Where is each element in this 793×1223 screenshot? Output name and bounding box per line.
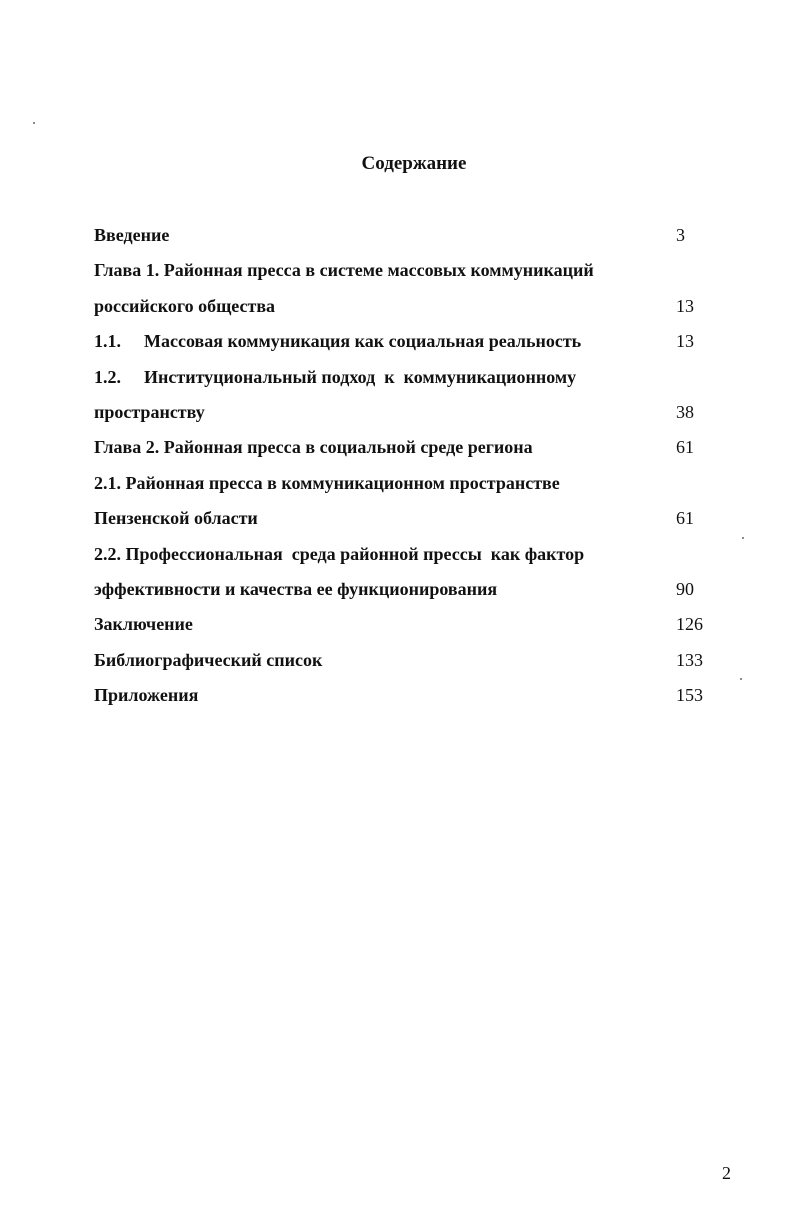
toc-entry-title: Массовая коммуникация как социальная реальность	[144, 331, 582, 352]
page-number: 2	[722, 1163, 731, 1183]
toc-entry-text: Пензенской области	[94, 508, 258, 529]
toc-entry-text: пространству	[94, 401, 205, 422]
toc-entry-text: эффективности и качества ее функционирования	[94, 578, 498, 599]
toc-entry-conclusion	[94, 611, 714, 646]
scan-speck	[742, 537, 744, 539]
toc-entry-section-1-1	[94, 328, 714, 363]
toc-entry-text: российского общества	[94, 295, 276, 316]
toc-entry-text	[94, 328, 581, 354]
toc-entry-page: 61	[676, 437, 694, 458]
toc-entry-text: Введение	[94, 225, 170, 245]
toc-entry-text: Библиографический список	[94, 649, 323, 670]
toc-entry-section-2-1-cont	[94, 505, 714, 540]
toc-entry-section-1-2	[94, 364, 714, 399]
toc-entry-chapter-2	[94, 434, 714, 469]
toc-entry-title: Институциональный подход к коммуникационному	[144, 366, 577, 387]
toc-entry-text: Глава 1. Районная пресса в системе массовых коммуникаций	[94, 260, 594, 281]
toc-entry-section-1-2-cont	[94, 399, 714, 434]
toc-entry-page: 126	[676, 614, 703, 635]
toc-entry-text	[94, 364, 576, 390]
toc-entry-text: Глава 2. Районная пресса в социальной среде региона	[94, 437, 533, 458]
table-of-contents	[94, 222, 714, 717]
toc-entry-page: 61	[676, 508, 694, 529]
toc-entry-page: 90	[676, 578, 694, 599]
page-title: Содержание	[361, 153, 467, 174]
toc-entry-text: 2.2. Профессиональная среда районной прессы как фактор	[94, 543, 585, 564]
toc-entry-chapter-1-cont	[94, 293, 714, 328]
toc-entry-bibliography	[94, 647, 714, 682]
toc-entry-text: Заключение	[94, 614, 193, 635]
toc-entry-number: 1.1.	[94, 331, 121, 352]
scan-speck	[33, 122, 35, 124]
toc-entry-text: Приложения	[94, 685, 199, 706]
toc-entry-appendices	[94, 682, 714, 717]
toc-entry-page: 3	[676, 225, 685, 245]
scan-speck	[740, 678, 742, 680]
toc-entry-page: 133	[676, 649, 703, 670]
toc-entry-page: 153	[676, 685, 703, 706]
toc-entry-page: 13	[676, 331, 694, 352]
toc-entry-section-2-2-cont	[94, 576, 714, 611]
toc-entry-page: 38	[676, 401, 694, 422]
toc-entry-introduction	[94, 222, 714, 257]
toc-entry-page: 13	[676, 295, 694, 316]
toc-entry-text: 2.1. Районная пресса в коммуникационном пространстве	[94, 472, 560, 493]
toc-entry-chapter-1	[94, 257, 714, 292]
toc-entry-number: 1.2.	[94, 366, 121, 387]
toc-entry-section-2-2	[94, 541, 714, 576]
toc-entry-section-2-1	[94, 470, 714, 505]
